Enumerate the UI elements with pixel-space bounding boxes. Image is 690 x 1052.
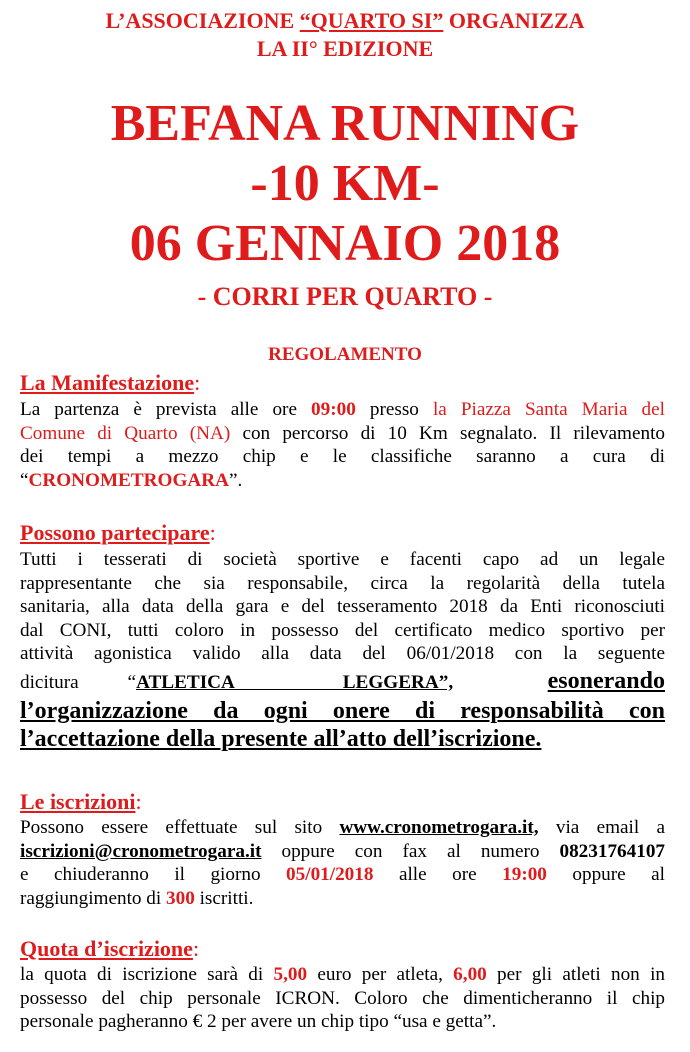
para-line bbox=[20, 863, 665, 887]
organizer-pre: L’ASSOCIAZIONE bbox=[105, 8, 300, 33]
section-title-label: La Manifestazione bbox=[20, 370, 195, 395]
regolamento-heading: REGOLAMENTO bbox=[268, 344, 422, 365]
text-span: dei tempi a mezzo chip e le classifiche saranno a cura di bbox=[20, 446, 665, 467]
fax-number: 08231764107 bbox=[559, 840, 665, 862]
event-subtitle: - CORRI PER QUARTO - bbox=[197, 282, 493, 311]
start-place: la Piazza Santa Maria del bbox=[432, 399, 665, 420]
section-title-colon: : bbox=[192, 936, 200, 961]
para-line bbox=[20, 840, 665, 864]
para-line bbox=[20, 422, 665, 446]
para-line: Tutti i tesserati di società sportive e facenti capo ad un legale bbox=[20, 549, 665, 570]
text-span: ”, bbox=[438, 671, 454, 693]
text-span: iscritti. bbox=[194, 887, 254, 909]
text-span: La partenza è prevista alle ore bbox=[20, 399, 312, 420]
quota-paragraph bbox=[20, 963, 665, 1034]
section-title-manifestazione bbox=[20, 371, 200, 395]
section-title-iscrizioni bbox=[20, 790, 142, 814]
section-title-quota bbox=[20, 937, 199, 961]
organizer-post: ORGANIZZA bbox=[443, 8, 585, 33]
start-time: 09:00 bbox=[311, 399, 356, 420]
para-line: rappresentante che sia responsabile, circa la regolarità della tutela bbox=[20, 572, 665, 594]
para-line bbox=[20, 469, 665, 493]
event-date: 06 GENNAIO 2018 bbox=[129, 215, 561, 272]
section-title-colon: : bbox=[209, 520, 216, 545]
waiver-text: esonerando bbox=[547, 667, 665, 694]
text-span: alle ore bbox=[373, 864, 503, 885]
text-span: per gli atleti non in bbox=[486, 964, 665, 985]
section-title-partecipare bbox=[20, 521, 216, 545]
text-span: raggiungimento di bbox=[20, 887, 167, 909]
para-line: sanitaria, alla data della gara e del tesseramento 2018 da Enti riconosciuti bbox=[20, 596, 665, 617]
para-line bbox=[20, 668, 665, 696]
section-title-colon: : bbox=[135, 789, 142, 814]
discipline-label: ATLETICA LEGGERA bbox=[136, 671, 439, 693]
para-line: possesso del chip personale ICRON. Coloro che dimenticheranno il chip bbox=[20, 987, 665, 1009]
text-span: presso bbox=[355, 399, 433, 420]
text-span: oppure al bbox=[546, 864, 665, 885]
text-span: euro per atleta, bbox=[307, 964, 454, 985]
organizer-line bbox=[0, 8, 690, 34]
manifestazione-paragraph bbox=[20, 398, 665, 492]
partecipare-paragraph bbox=[20, 548, 665, 752]
closing-time: 19:00 bbox=[502, 864, 547, 885]
text-span: con percorso di 10 Km segnalato. Il rilevamento bbox=[230, 422, 665, 444]
text-span: “ bbox=[127, 671, 137, 693]
text-span: “ bbox=[20, 469, 29, 491]
fee-no-chip: 6,00 bbox=[453, 964, 487, 985]
para-line bbox=[20, 963, 665, 987]
waiver-line: l’accettazione della presente all’atto dell’iscrizione. bbox=[20, 725, 542, 752]
closing-date: 05/01/2018 bbox=[286, 864, 374, 885]
max-participants: 300 bbox=[166, 887, 195, 909]
para-line bbox=[20, 816, 665, 840]
website-link[interactable]: www.cronometrogara.it, bbox=[339, 817, 539, 838]
iscrizioni-paragraph bbox=[20, 816, 665, 910]
event-distance: -10 KM- bbox=[250, 155, 440, 212]
timing-org: CRONOMETROGARA bbox=[28, 469, 229, 491]
text-span: oppure con fax al numero bbox=[261, 840, 560, 862]
text-span: e chiuderanno il giorno bbox=[20, 864, 287, 885]
event-title: BEFANA RUNNING bbox=[110, 95, 580, 152]
waiver-line: l’organizzazione da ogni onere di responsabilità con bbox=[20, 697, 665, 724]
section-title-label: Quota d’iscrizione bbox=[20, 936, 193, 961]
section-title-label: Possono partecipare bbox=[20, 520, 210, 545]
para-line: personale pagheranno € 2 per avere un chip tipo “usa e getta”. bbox=[20, 1011, 497, 1032]
edition-line: LA II° EDIZIONE bbox=[256, 36, 434, 61]
para-line: dal CONI, tutti coloro in possesso del certificato medico sportivo per bbox=[20, 619, 665, 641]
para-line bbox=[20, 398, 665, 422]
text-span: via email a bbox=[538, 817, 665, 838]
start-place-2: Comune di Quarto (NA) bbox=[20, 422, 231, 444]
organizer-name: “QUARTO SI” bbox=[299, 8, 444, 33]
text-span: dicitura bbox=[20, 671, 79, 693]
para-line bbox=[20, 445, 665, 469]
text-span: Possono essere effettuate sul sito bbox=[20, 817, 340, 838]
fee-chip: 5,00 bbox=[273, 964, 308, 985]
para-line: attività agonistica valido alla data del 06/01/2018 con la seguente bbox=[20, 643, 665, 664]
para-line bbox=[20, 887, 665, 911]
text-span: ”. bbox=[228, 469, 243, 491]
email-link[interactable]: iscrizioni@cronometrogara.it bbox=[20, 840, 262, 862]
text-span: la quota di iscrizione sarà di bbox=[20, 964, 274, 985]
section-title-colon: : bbox=[194, 370, 201, 395]
section-title-label: Le iscrizioni bbox=[20, 789, 136, 814]
